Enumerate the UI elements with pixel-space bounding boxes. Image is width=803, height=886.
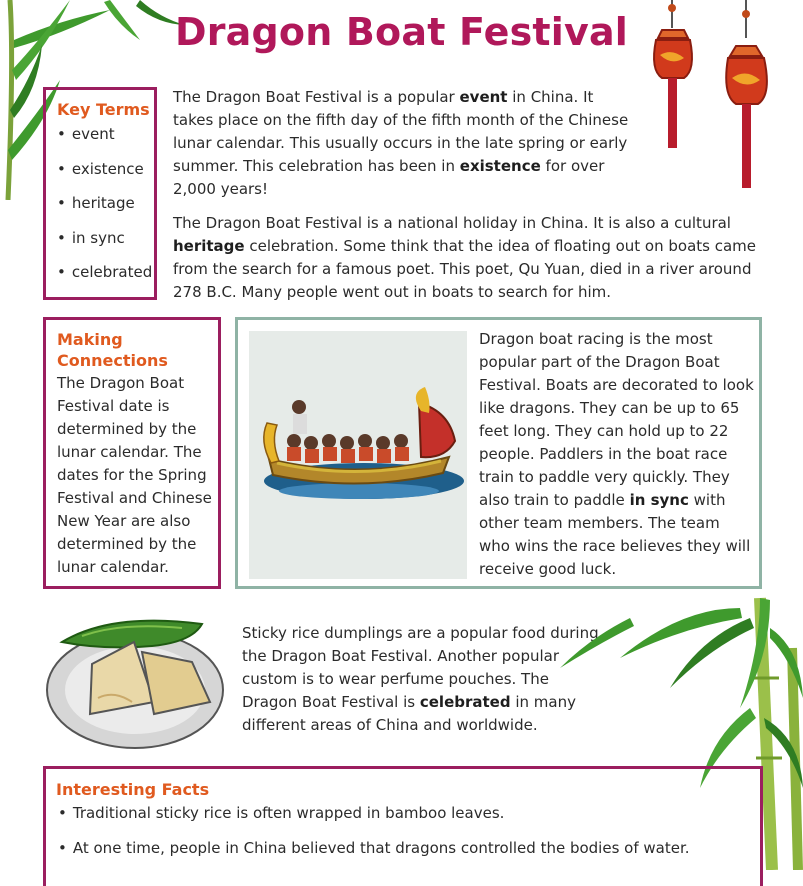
dragon-boat-image — [249, 331, 467, 579]
key-term-highlight: existence — [459, 157, 541, 175]
text-segment: in China. It takes place on the fifth day of the fifth month of the Chinese lunar calendar. This usually occurs in the late spring or early summer. This celebration has been in — [173, 88, 629, 175]
fact-item: • Traditional sticky rice is often wrapped in bamboo leaves. — [58, 803, 504, 823]
page-title: Dragon Boat Festival — [174, 10, 629, 54]
text-segment: for over 2,000 years! — [173, 157, 605, 198]
making-connections-box — [43, 317, 221, 589]
interesting-facts-box — [43, 766, 763, 886]
rice-dumplings-icon — [42, 602, 232, 752]
key-term-highlight: event — [459, 88, 508, 106]
text-segment: Sticky rice dumplings are a popular food during the Dragon Boat Festival. Another popular custom is to wear perfume pouches. The Dragon Boat Festival is — [242, 624, 599, 711]
text-segment: in many different areas of China and worldwide. — [242, 693, 576, 734]
key-term-item: • in sync — [57, 221, 152, 256]
fact-item: • At one time, people in China believed that dragons controlled the bodies of water. — [58, 838, 690, 858]
key-term-item: • heritage — [57, 186, 152, 221]
text-segment: The Dragon Boat Festival is a national holiday in China. It is also a cultural — [173, 214, 731, 232]
key-term-highlight: in sync — [629, 491, 689, 509]
intro-paragraph-2 — [173, 212, 763, 304]
key-term-highlight: celebrated — [419, 693, 511, 711]
key-term-highlight: heritage — [173, 237, 245, 255]
making-connections-heading: Making Connections — [57, 330, 168, 370]
dragon-boat-racing-text — [479, 328, 755, 581]
key-term-item: • celebrated — [57, 255, 152, 290]
text-segment: celebration. Some think that the idea of floating out on boats came from the search for a famous poet. This poet, Qu Yuan, died in a river around 278 B.C. Many people went out in boats to search for him. — [173, 237, 757, 301]
food-paragraph — [242, 622, 602, 737]
interesting-facts-heading: Interesting Facts — [56, 780, 210, 799]
key-term-item: • event — [57, 117, 152, 152]
key-terms-box — [43, 87, 157, 300]
text-segment: with other team members. The team who wins the race believes they will receive good luck. — [479, 491, 751, 578]
text-segment: The Dragon Boat Festival is a popular — [173, 88, 460, 106]
text-segment: Dragon boat racing is the most popular part of the Dragon Boat Festival. Boats are decorated to look like dragons. They can be up to 65 feet long. They can hold up to 22 people. Paddlers in the boat race train to paddle very quickly. They also train to paddle — [479, 330, 754, 509]
key-term-item: • existence — [57, 152, 152, 187]
making-connections-text: The Dragon Boat Festival date is determined by the lunar calendar. The dates for the Spring Festival and Chinese New Year are also determined by the lunar calendar. — [57, 374, 212, 576]
key-terms-heading: Key Terms — [57, 100, 150, 119]
dragon-boat-icon — [249, 331, 467, 579]
intro-paragraph-1 — [173, 86, 638, 201]
key-terms-list — [57, 117, 152, 290]
dragon-boat-racing-box — [235, 317, 762, 589]
